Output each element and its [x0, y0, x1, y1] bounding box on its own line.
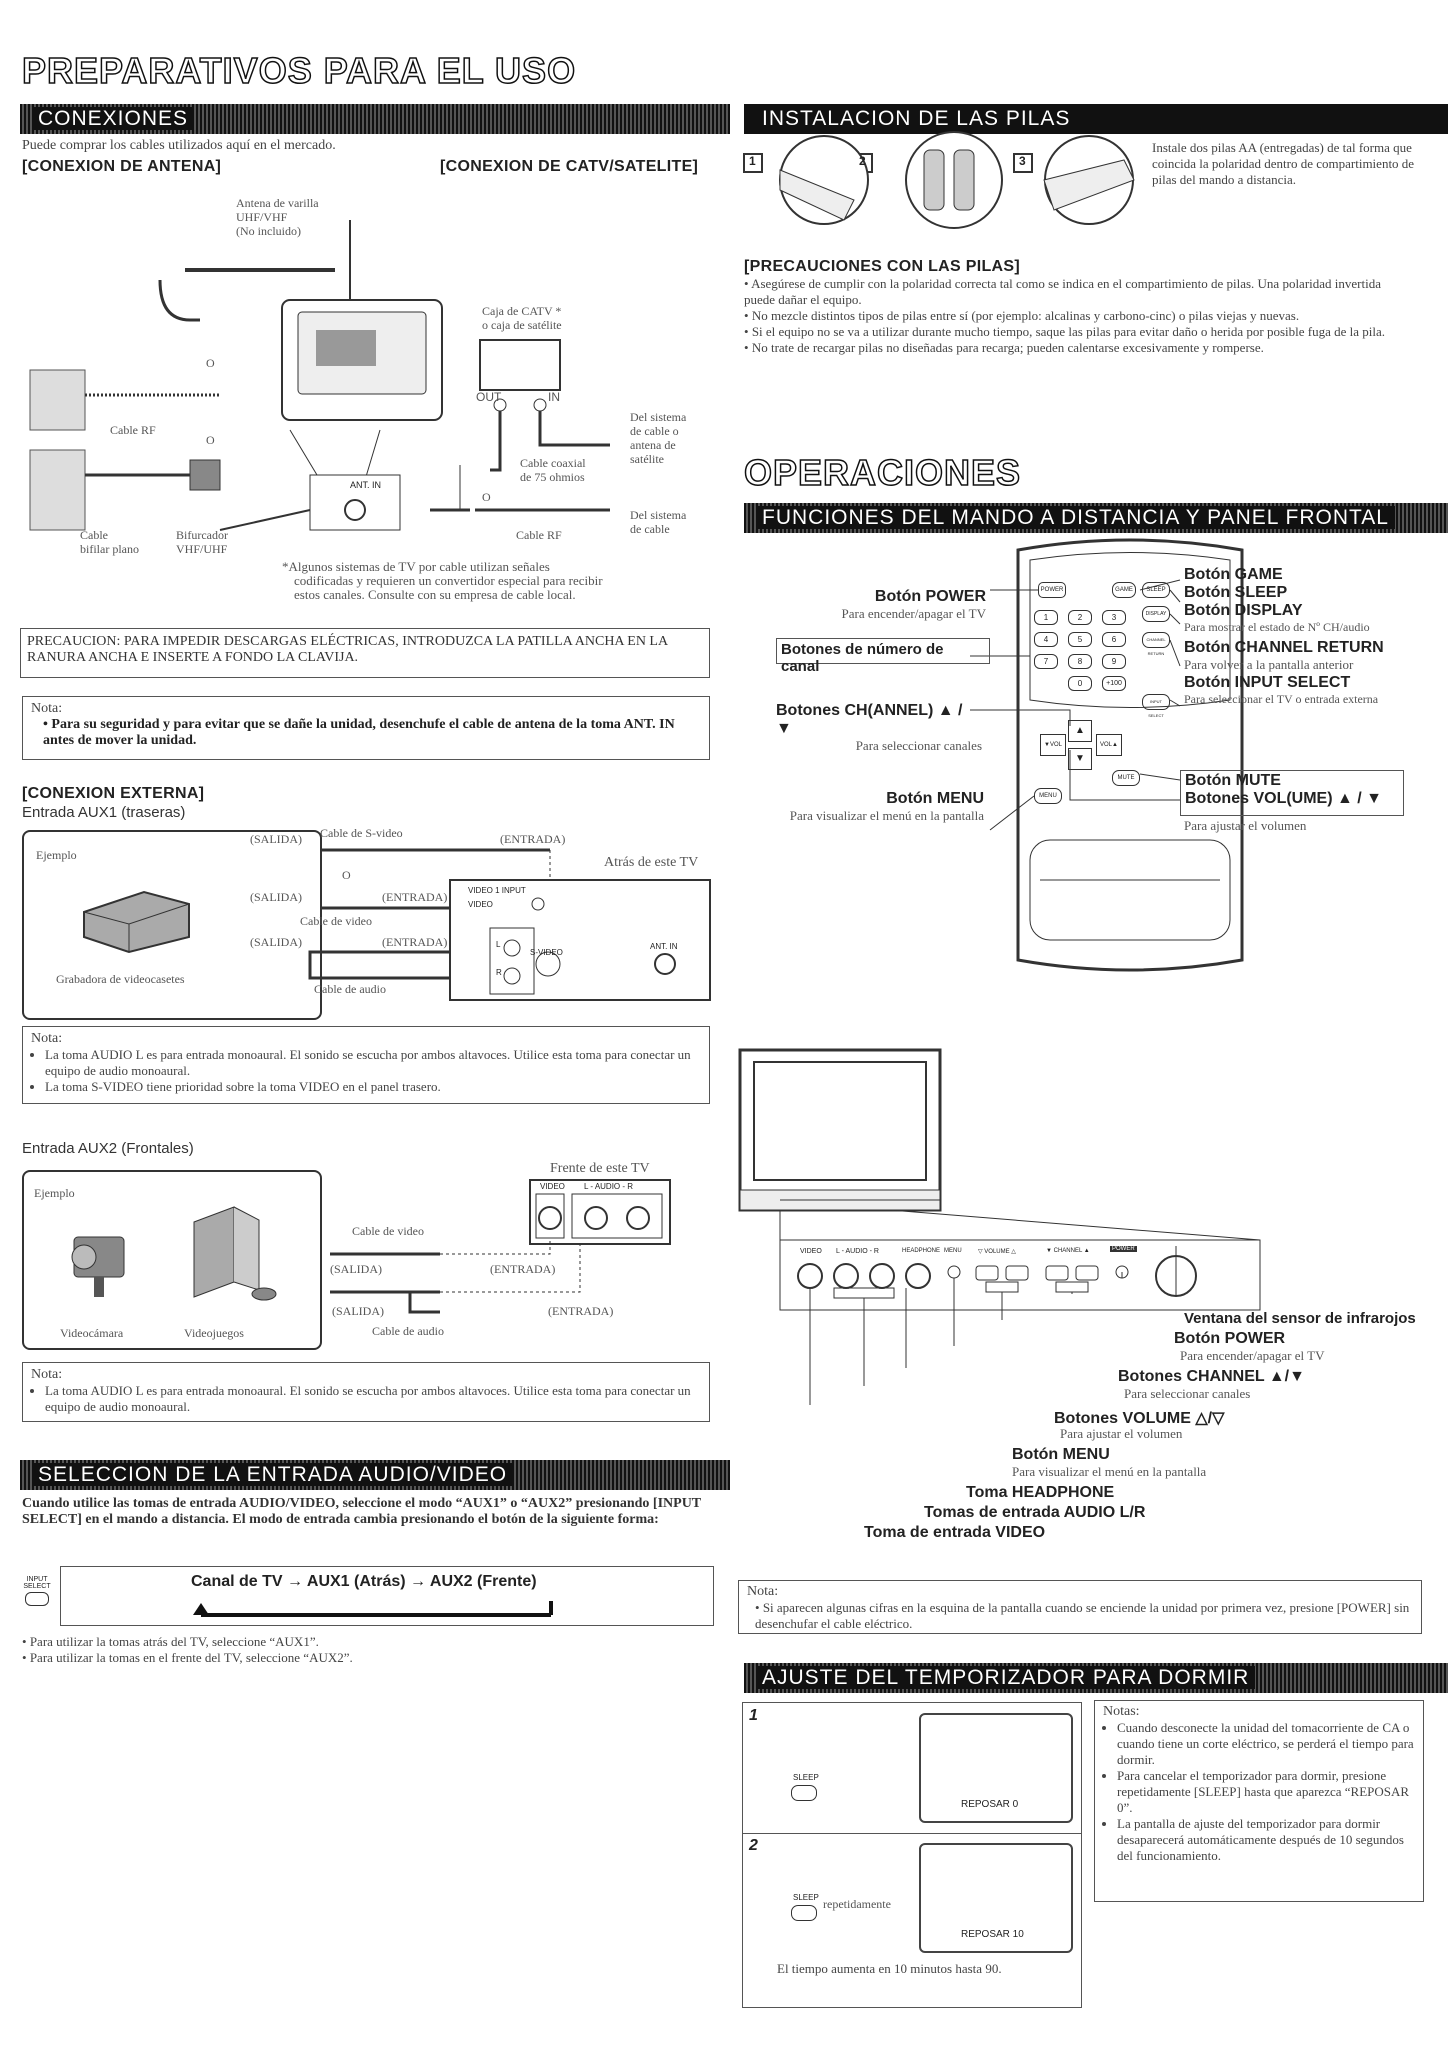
nota-list: [31, 1383, 701, 1415]
aux2-cable-audio: Cable de audio: [372, 1324, 444, 1338]
callout-mute-vol: Botón MUTE Botones VOL(UME) ▲ / ▼: [1180, 770, 1404, 816]
video-label: VIDEO: [468, 900, 493, 909]
callout-sensor: Ventana del sensor de infrarojos: [1184, 1310, 1416, 1327]
notas-label: Notas:: [1103, 1704, 1140, 1719]
nota-box-antena: [22, 696, 710, 760]
remote-menu-key[interactable]: MENU: [1034, 788, 1062, 804]
remote-mute-key[interactable]: MUTE: [1112, 770, 1140, 786]
callout-panel-power-sub: Para encender/apagar el TV: [1180, 1348, 1325, 1363]
callout-power: Botón POWER Para encender/apagar el TV: [841, 588, 986, 621]
cable-video-label: Cable de video: [300, 914, 372, 928]
cable-audio-label: Cable de audio: [314, 982, 386, 996]
aux2-heading: Entrada AUX2 (Frontales): [22, 1140, 194, 1157]
dormir-step-2: 2: [749, 1837, 758, 1854]
sleep-label-2: SLEEP: [793, 1893, 819, 1902]
flow-box: [60, 1566, 714, 1626]
callout-panel-menu: Botón MENU: [1012, 1446, 1110, 1463]
aux2-cables: [320, 1230, 600, 1350]
panel-video-label: VIDEO: [800, 1248, 822, 1255]
callout-panel-volume-sub: Para ajustar el volumen: [1060, 1426, 1183, 1441]
remote-vol-down-key[interactable]: ▼VOL: [1040, 734, 1066, 756]
section-title-conexiones: CONEXIONES: [32, 107, 194, 130]
dormir-notas-box: [1094, 1700, 1424, 1902]
section-title-funciones: FUNCIONES DEL MANDO A DISTANCIA Y PANEL FRONTAL: [756, 506, 1395, 529]
remote-display-key[interactable]: DISPLAY: [1142, 606, 1170, 622]
in-label: IN: [548, 390, 560, 404]
externa-heading: [CONEXION EXTERNA]: [22, 785, 205, 802]
bifurcador-label: Bifurcador VHF/UHF: [176, 528, 228, 556]
ant-in-label: ANT. IN: [350, 480, 382, 490]
r-label: R: [496, 968, 502, 977]
remote-plus100-key[interactable]: +100: [1102, 676, 1126, 691]
nota-box-panel: [738, 1580, 1422, 1634]
pilas-step-1: 1: [749, 154, 756, 168]
callout-vol-sub: Para ajustar el volumen: [1184, 818, 1307, 833]
salida-1: (SALIDA): [250, 832, 302, 846]
conexiones-intro: Puede comprar los cables utilizados aquí en el mercado.: [22, 138, 336, 153]
salida-2: (SALIDA): [250, 890, 302, 904]
callout-panel-channel-sub: Para seleccionar canales: [1124, 1386, 1251, 1401]
remote-ch-down-key[interactable]: ▼: [1068, 748, 1092, 770]
nota-label: Nota:: [31, 1031, 63, 1046]
out-label: OUT: [476, 390, 502, 404]
nota-item: • La toma AUDIO L es para entrada monoaural. El sonido se escucha por ambos altavoces. Utilice esta toma para conectar un equipo de audio monoaural.: [45, 1047, 701, 1079]
panel-volume-label: ▽ VOLUME △: [978, 1249, 1016, 1255]
arrow-icon: →: [287, 1573, 304, 1590]
o-label-3: O: [482, 490, 491, 504]
reposar-10: REPOSAR 10: [961, 1929, 1024, 1940]
remote-number-4[interactable]: 4: [1034, 632, 1058, 647]
callout-menu: Botón MENU Para visualizar el menú en la pantalla: [789, 790, 984, 823]
callout-numeros: Botones de número de canal: [776, 638, 990, 664]
ejemplo-label: Ejemplo: [34, 1186, 75, 1200]
nota-label: Nota:: [31, 1367, 63, 1382]
callout-right: Botón GAME Botón SLEEP Botón DISPLAY Para mostrar el estado de Nº CH/audio Botón CHANNEL RETURN Para volver a la pantalla anterior Botón INPUT SELECT Para seleccionar el TV o entrada externa: [1184, 566, 1384, 706]
nota-item: • La toma S-VIDEO tiene prioridad sobre la toma VIDEO en el panel trasero.: [45, 1079, 701, 1095]
dormir-step-1: 1: [749, 1707, 758, 1724]
sistema-cable-sat-label: Del sistema de cable o antena de satélite: [630, 410, 687, 466]
externa-example-box: [22, 830, 322, 1020]
aux2-cable-video: Cable de video: [352, 1224, 424, 1238]
grabadora-label: Grabadora de videocasetes: [56, 972, 185, 986]
nota-text: • Si aparecen algunas cifras en la esquina de la pantalla cuando se enciende la unidad por primera vez, presione [POWER] sin desenchufar el cable eléctrico.: [755, 1600, 1410, 1631]
battery-steps-diagram: [744, 140, 1164, 250]
prec-item: • No mezcle distintos tipos de pilas entre sí (por ejemplo: alcalinas y carbono-cinc) o pilas viejas y nuevas.: [744, 308, 1300, 323]
prec-item: • Si el equipo no se va a utilizar durante mucho tiempo, saque las pilas para evitar daño o herida por posible fuga de la pila.: [744, 324, 1386, 339]
nota-item: • La toma AUDIO L es para entrada monoaural. El sonido se escucha por ambos altavoces. Utilice esta toma para conectar un equipo de audio monoaural.: [45, 1383, 701, 1415]
flow-row: [191, 1573, 537, 1591]
frente-tv-label: Frente de este TV: [550, 1161, 650, 1176]
nota-item: • La pantalla de ajuste del temporizador para dormir desaparecerá automáticamente después de 10 segundos del funcionamiento.: [1117, 1816, 1415, 1864]
aux2-salida-1: (SALIDA): [330, 1262, 382, 1276]
antena-varilla-label: Antena de varilla UHF/VHF (No incluido): [236, 196, 319, 238]
remote-number-5[interactable]: 5: [1068, 632, 1092, 647]
videocamara-label: Videocámara: [60, 1326, 124, 1340]
callout-audio: Tomas de entrada AUDIO L/R: [924, 1504, 1146, 1521]
sleep-button[interactable]: [791, 1785, 817, 1801]
entrada-3: (ENTRADA): [382, 935, 448, 949]
svideo-label: S-VIDEO: [530, 948, 563, 957]
nota-box-aux2: [22, 1362, 710, 1422]
callout-panel-channel: Botones CHANNEL ▲/▼: [1118, 1368, 1305, 1385]
seleccion-item: • Para utilizar la tomas en el frente del TV, seleccione “AUX2”.: [22, 1650, 353, 1665]
section-bar-conexiones: [20, 104, 730, 134]
dormir-steps-box: [742, 1702, 1082, 2008]
page-title: PREPARATIVOS PARA EL USO: [22, 50, 577, 91]
atras-tv-label: Atrás de este TV: [604, 855, 699, 870]
front-video-label: VIDEO: [540, 1182, 565, 1191]
panel-channel-label: ▼ CHANNEL ▲: [1046, 1248, 1090, 1254]
remote-number-9[interactable]: 9: [1102, 654, 1126, 669]
cable-bifilar-label: Cable bifilar plano: [80, 528, 139, 556]
callout-panel-power: Botón POWER: [1174, 1330, 1286, 1347]
catv-heading: [CONEXION DE CATV/SATELITE]: [440, 158, 699, 175]
nota-label: Nota:: [747, 1584, 779, 1599]
asterisk-note: *Algunos sistemas de TV por cable utilizan señales codificadas y requieren un convertidor especial para recibir estos canales. Consulte con su empresa de cable local.: [282, 559, 603, 602]
callout-panel-volume: Botones VOLUME △/▽: [1054, 1410, 1225, 1427]
arrow-icon: →: [410, 1573, 427, 1590]
cable-coaxial-label: Cable coaxial de 75 ohmios: [520, 456, 586, 484]
operaciones-title: OPERACIONES: [744, 452, 1022, 493]
flow-step: AUX1 (Atrás): [306, 1573, 406, 1590]
o-label-externa: O: [342, 868, 351, 882]
nota-item: • Cuando desconecte la unidad del tomacorriente de CA o cuando tiene un corte eléctrico, se perderá el tiempo para dormir.: [1117, 1720, 1415, 1768]
remote-power-key[interactable]: POWER: [1038, 582, 1066, 598]
caja-catv-label: Caja de CATV * o caja de satélite: [482, 304, 562, 332]
prec-item: • Asegúrese de cumplir con la polaridad correcta tal como se indica en el compartimiento de pilas. Una polaridad invertida puede dañar el equipo.: [744, 276, 1381, 307]
repetidamente-label: repetidamente: [823, 1897, 891, 1911]
tiempo-text: El tiempo aumenta en 10 minutos hasta 90.: [777, 1961, 1002, 1976]
sistema-cable-label: Del sistema de cable: [630, 508, 687, 536]
panel-headphone-label: HEADPHONE: [902, 1248, 941, 1254]
pilas-text: Instale dos pilas AA (entregadas) de tal forma que coincida la polaridad dentro de compartimiento de pilas del mando a distancia.: [1152, 140, 1415, 187]
remote-number-1[interactable]: 1: [1034, 610, 1058, 625]
section-bar-seleccion: [20, 1460, 730, 1490]
prec-item: • No trate de recargar pilas no diseñadas para recarga; pueden calentarse excesivamente y romperse.: [744, 340, 1264, 355]
cable-rf2-label: Cable RF: [516, 528, 562, 542]
section-bar-dormir: [744, 1663, 1448, 1693]
camcorder-icon: [64, 1222, 144, 1302]
section-title-dormir: AJUSTE DEL TEMPORIZADOR PARA DORMIR: [756, 1666, 1255, 1689]
game-console-icon: [184, 1202, 284, 1302]
pilas-step-3: 3: [1019, 154, 1026, 168]
aux2-entrada-2: (ENTRADA): [548, 1304, 614, 1318]
nota-box-externa: [22, 1026, 710, 1104]
seleccion-text: Cuando utilice las tomas de entrada AUDIO/VIDEO, seleccione el modo “AUX1” o “AUX2” presionando [INPUT SELECT] en el mando a distancia. El modo de entrada cambia presionando el botón de la siguiente forma:: [22, 1496, 701, 1527]
callout-panel-menu-sub: Para visualizar el menú en la pantalla: [1012, 1464, 1207, 1479]
aux2-salida-2: (SALIDA): [332, 1304, 384, 1318]
section-title-seleccion: SELECCION DE LA ENTRADA AUDIO/VIDEO: [32, 1463, 513, 1486]
aux2-example-box: [22, 1170, 322, 1350]
remote-number-3[interactable]: 3: [1102, 610, 1126, 625]
entrada-2: (ENTRADA): [382, 890, 448, 904]
entrada-1: (ENTRADA): [500, 832, 566, 846]
remote-input-select-key[interactable]: INPUT SELECT: [1142, 694, 1170, 710]
remote-vol-up-key[interactable]: VOL▲: [1096, 734, 1122, 756]
pilas-prec-heading: [PRECAUCIONES CON LAS PILAS]: [744, 258, 1020, 275]
antena-heading: [CONEXION DE ANTENA]: [22, 158, 222, 175]
flow-step: AUX2 (Frente): [429, 1573, 537, 1590]
remote-number-2[interactable]: 2: [1068, 610, 1092, 625]
nota-label: Nota:: [31, 701, 63, 716]
nota-item: • Para cancelar el temporizador para dormir, presione repetidamente [SLEEP] hasta que aparezca “REPOSAR 0”.: [1117, 1768, 1415, 1816]
remote-number-6[interactable]: 6: [1102, 632, 1126, 647]
cable-svideo-label: Cable de S-video: [320, 826, 403, 840]
l-label: L: [496, 940, 501, 949]
antenna-diagram: [20, 220, 720, 560]
ant-in-back-label: ANT. IN: [650, 942, 678, 951]
seleccion-items: [22, 1634, 353, 1666]
pilas-step-2: 2: [859, 154, 866, 168]
remote-channel-return-key[interactable]: CHANNEL RETURN: [1142, 632, 1170, 648]
salida-3: (SALIDA): [250, 935, 302, 949]
aux2-entrada-1: (ENTRADA): [490, 1262, 556, 1276]
section-bar-funciones: [744, 503, 1448, 533]
front-audio-label: L - AUDIO - R: [584, 1182, 634, 1191]
o-label-1: O: [206, 356, 215, 370]
tv-screen-2: [919, 1843, 1073, 1953]
nota-text: • Para su seguridad y para evitar que se dañe la unidad, desenchufe el cable de antena de la toma ANT. IN antes de mover la unidad.: [43, 717, 675, 748]
panel-power-label: POWER: [1112, 1246, 1135, 1252]
input-select-button[interactable]: INPUT SELECT: [22, 1576, 52, 1608]
video1-input-label: VIDEO 1 INPUT: [468, 886, 526, 895]
remote-game-key[interactable]: GAME: [1112, 582, 1136, 598]
remote-sleep-key[interactable]: SLEEP: [1142, 582, 1170, 598]
section-bar-pilas: [744, 104, 1448, 134]
aux1-heading: Entrada AUX1 (traseras): [22, 804, 186, 821]
ejemplo-label: Ejemplo: [36, 848, 77, 862]
callout-headphone: Toma HEADPHONE: [966, 1484, 1115, 1501]
vcr-icon: [74, 882, 194, 952]
seleccion-item: • Para utilizar la tomas atrás del TV, seleccione “AUX1”.: [22, 1634, 319, 1649]
flow-step: Canal de TV: [191, 1573, 283, 1590]
section-title-pilas: INSTALACION DE LAS PILAS: [756, 107, 1076, 130]
sleep-label: SLEEP: [793, 1773, 819, 1782]
remote-ch-up-key[interactable]: ▲: [1068, 720, 1092, 742]
remote-number-7[interactable]: 7: [1034, 654, 1058, 669]
remote-number-8[interactable]: 8: [1068, 654, 1092, 669]
panel-audio-label: L - AUDIO - R: [836, 1248, 879, 1255]
tv-screen-1: [919, 1713, 1073, 1823]
nota-list: [31, 1047, 701, 1095]
o-label-2: O: [206, 433, 215, 447]
cable-rf-label: Cable RF: [110, 423, 156, 437]
videojuegos-label: Videojuegos: [184, 1326, 244, 1340]
pilas-prec-list: [744, 276, 1414, 356]
loop-arrow-icon: [191, 1601, 551, 1621]
panel-menu-label: MENU: [944, 1248, 962, 1254]
reposar-0: REPOSAR 0: [961, 1799, 1019, 1810]
callout-ch: Botones CH(ANNEL) ▲ / ▼ Para seleccionar canales: [776, 702, 982, 753]
precaucion-box: PRECAUCION: PARA IMPEDIR DESCARGAS ELÉCTRICAS, INTRODUZCA LA PATILLA ANCHA EN LA RANURA ANCHA E INSERTE A FONDO LA CLAVIJA.: [20, 628, 710, 678]
notas-list: [1103, 1720, 1415, 1864]
remote-number-0[interactable]: 0: [1068, 676, 1092, 691]
sleep-button-2[interactable]: [791, 1905, 817, 1921]
callout-video: Toma de entrada VIDEO: [864, 1524, 1046, 1541]
